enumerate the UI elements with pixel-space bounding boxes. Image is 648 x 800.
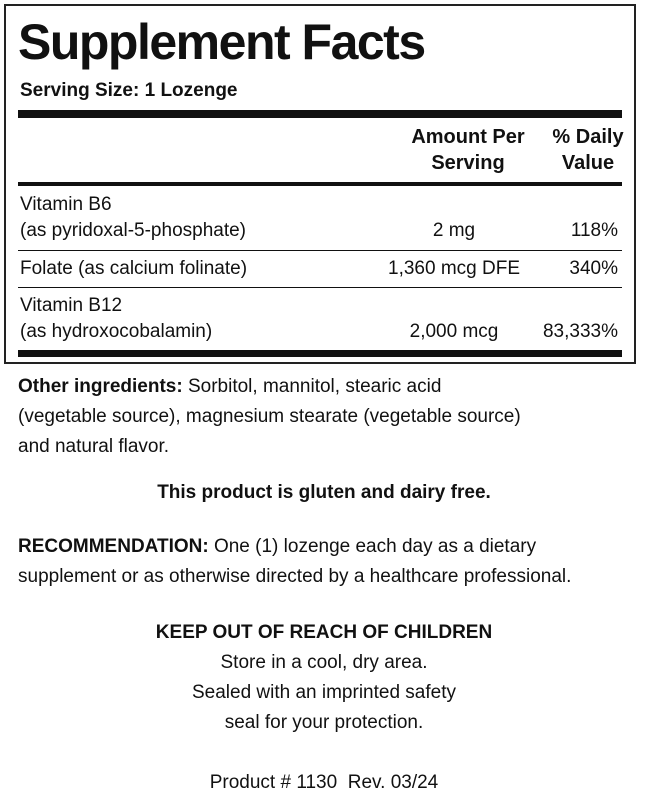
thick-divider-top <box>18 110 622 118</box>
row-folate-name: Folate (as calcium folinate) <box>20 258 248 279</box>
other-ingredients-text-3: and natural flavor. <box>18 436 170 457</box>
row-vitamin-b6-dv: 118% <box>570 220 618 241</box>
row-divider <box>18 250 622 251</box>
column-header-amount <box>398 124 538 176</box>
row-vitamin-b12-dv: 83,333% <box>542 321 618 342</box>
panel-title: Supplement Facts <box>18 14 425 70</box>
product-code: Product # 1130 Rev. 03/24 <box>209 772 439 793</box>
recommendation-label: RECOMMENDATION: <box>18 536 209 557</box>
warning-block <box>0 618 648 738</box>
gluten-free-statement: This product is gluten and dairy free. <box>157 482 491 503</box>
medium-divider <box>18 182 622 186</box>
other-ingredients-label: Other ingredients: <box>18 376 183 397</box>
recommendation-text-1: One (1) lozenge each day as a dietary <box>208 536 537 557</box>
row-folate-amount: 1,360 mcg DFE <box>388 258 520 279</box>
row-vitamin-b6-name: Vitamin B6 <box>20 194 112 215</box>
row-divider <box>18 287 622 288</box>
row-folate-dv: 340% <box>569 258 618 279</box>
recommendation <box>18 532 638 592</box>
recommendation-text-2: supplement or as otherwise directed by a healthcare professional. <box>18 566 572 587</box>
column-header-amount-line2: Serving <box>431 152 505 174</box>
row-vitamin-b12-amount: 2,000 mcg <box>409 321 499 342</box>
column-header-dv-line1: % Daily <box>552 126 624 148</box>
supplement-facts-panel <box>4 4 636 364</box>
other-ingredients-text-1: Sorbitol, mannitol, stearic acid <box>182 376 442 397</box>
thick-divider-bottom <box>18 350 622 357</box>
other-ingredients-text-2: (vegetable source), magnesium stearate (vegetable source) <box>18 406 521 427</box>
row-vitamin-b6-amount: 2 mg <box>432 220 476 241</box>
row-vitamin-b12-source: (as hydroxocobalamin) <box>20 321 213 342</box>
seal-line-1: Sealed with an imprinted safety <box>191 682 457 703</box>
other-ingredients <box>18 372 638 462</box>
row-vitamin-b12-name: Vitamin B12 <box>20 295 123 316</box>
seal-line-2: seal for your protection. <box>224 712 424 733</box>
serving-size: Serving Size: 1 Lozenge <box>20 80 238 101</box>
storage-instruction: Store in a cool, dry area. <box>220 652 428 673</box>
warning-heading: KEEP OUT OF REACH OF CHILDREN <box>155 622 493 643</box>
column-header-dv-line2: Value <box>561 152 615 174</box>
column-header-daily-value <box>542 124 634 176</box>
column-header-amount-line1: Amount Per <box>411 126 525 148</box>
row-vitamin-b6-source: (as pyridoxal-5-phosphate) <box>20 220 247 241</box>
